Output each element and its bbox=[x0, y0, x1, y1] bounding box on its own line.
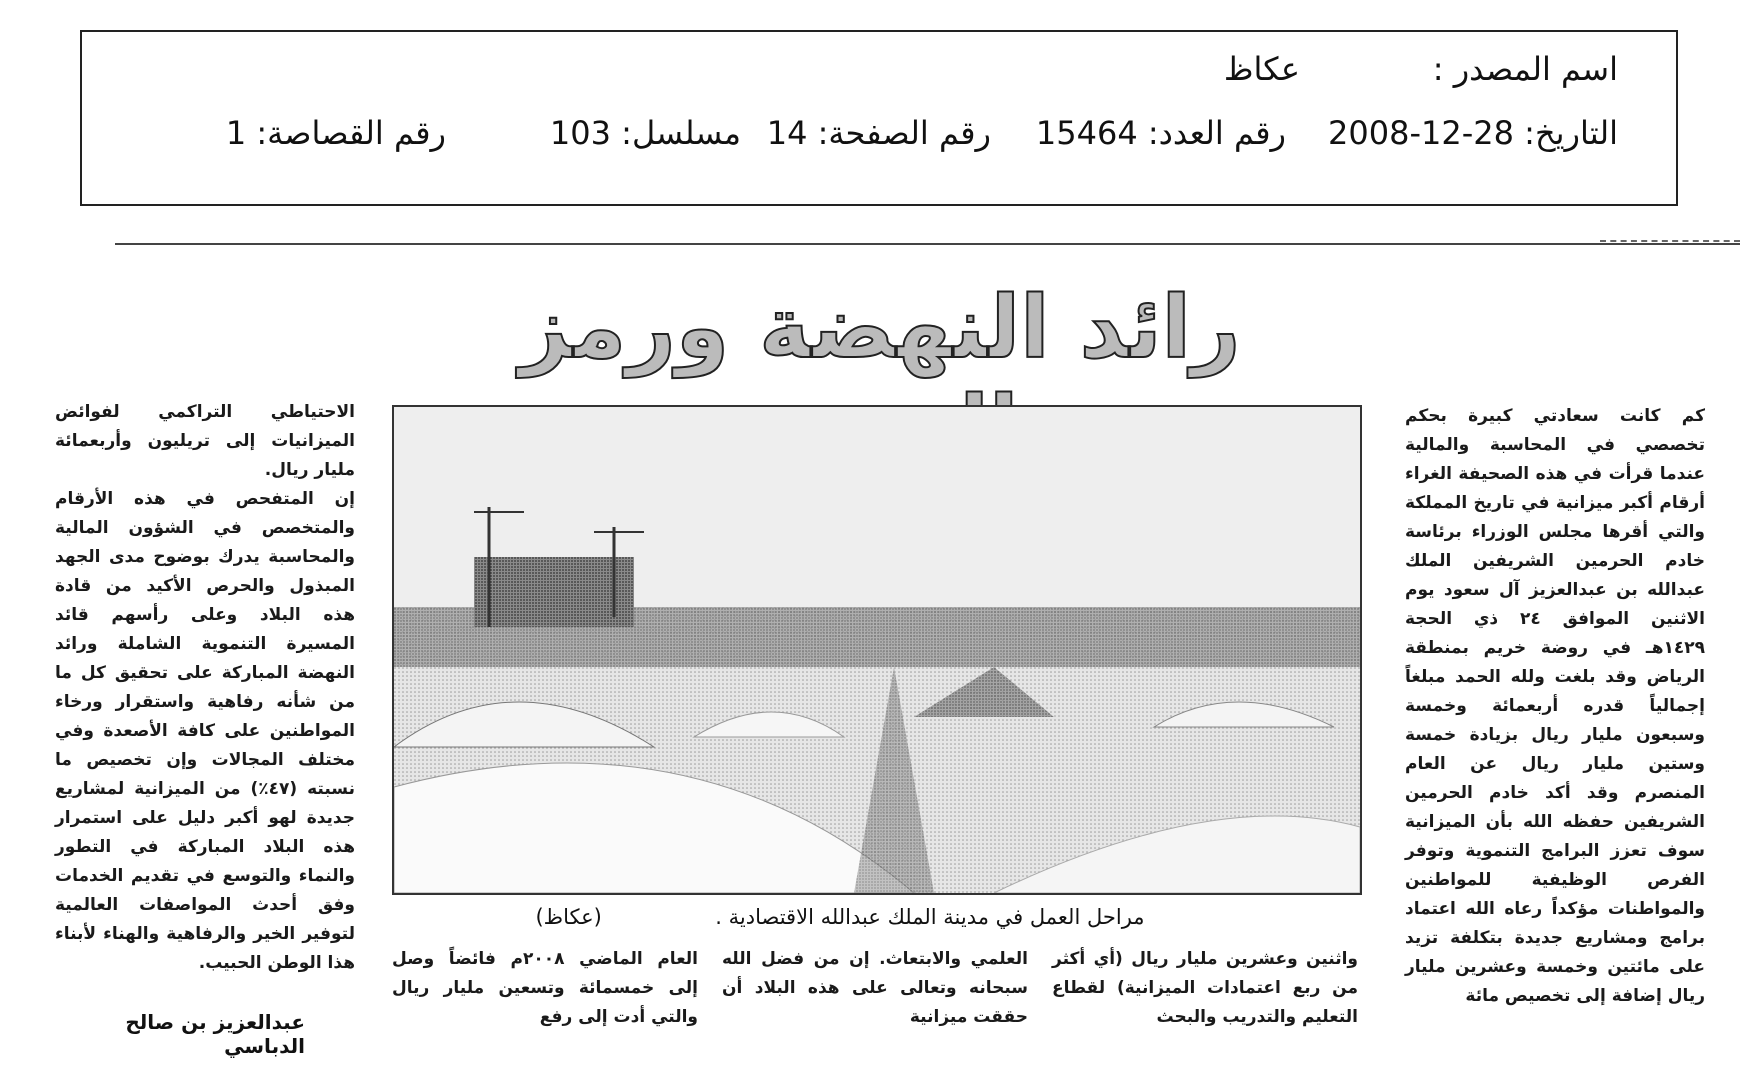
column-text: العام الماضي ٢٠٠٨م فائضاً وصل إلى خمسمائة وتسعين مليار ريال والتي أدت إلى رفع bbox=[392, 949, 698, 1027]
photo-caption bbox=[460, 905, 1220, 929]
article-column-mid-left bbox=[392, 945, 698, 1032]
caption-text: مراحل العمل في مدينة الملك عبدالله الاقتصادية . bbox=[715, 905, 1145, 929]
article-photo bbox=[392, 405, 1362, 895]
source-value: عكاظ bbox=[1223, 50, 1300, 88]
article-column-right bbox=[1405, 402, 1705, 1011]
column-text: الاحتياطي التراكمي لفوائض الميزانيات إلى تريليون وأربعمائة مليار ريال. bbox=[55, 402, 355, 480]
issue-number-field: رقم العدد: 15464 bbox=[1035, 114, 1286, 152]
date-field: التاريخ: 28-12-2008 bbox=[1328, 114, 1618, 152]
divider-rule-dashed bbox=[1600, 240, 1740, 242]
source-metadata-box bbox=[80, 30, 1678, 206]
source-label: اسم المصدر : bbox=[1432, 50, 1618, 88]
serial-field: مسلسل: 103 bbox=[549, 114, 741, 152]
column-text: كم كانت سعادتي كبيرة بحكم تخصصي في المحاسبة والمالية عندما قرأت في هذه الصحيفة الغراء أرقام أكبر ميزانية في تاريخ المملكة والتي أقرها مجلس الوزراء برئاسة خادم الحرمين الشريفين الملك عبدالله بن عبدالعزيز آل سعود يوم الاثنين الموافق ٢٤ ذي الحجة ١٤٢٩هـ في روضة خريم بمنطقة الرياض وقد بلغت ولله الحمد مبلغاً إجمالياً قدره أربعمائة وخمسة وسبعون مليار ريال بزيادة خمسة وستين مليار ريال عن العام المنصرم وقد أكد خادم الحرمين الشريفين حفظه الله بأن الميزانية سوف تعزز البرامج التنموية وتوفر الفرص الوظيفية للمواطنين والمواطنات مؤكداً رعاه الله اعتماد برامج ومشاريع جديدة بتكلفة تزيد على مائتين وخمسة وعشرين مليار ريال إضافة إلى تخصيص مائة bbox=[1405, 406, 1705, 1006]
article-headline: رائد النهضة ورمز bbox=[519, 278, 1241, 378]
photo-credit: (عكاظ) bbox=[535, 905, 602, 929]
column-text: العلمي والابتعاث. إن من فضل الله سبحانه وتعالى على هذه البلاد أن حققت ميزانية bbox=[722, 949, 1028, 1027]
page-number-field: رقم الصفحة: 14 bbox=[766, 114, 991, 152]
article-column-mid bbox=[722, 945, 1028, 1032]
clip-number-field: رقم القصاصة: 1 bbox=[225, 114, 446, 152]
author-byline: عبدالعزيز بن صالح الدباسي bbox=[125, 1010, 305, 1058]
article-column-mid-right bbox=[1052, 945, 1358, 1032]
column-text: إن المتفحص في هذه الأرقام والمتخصص في الشؤون المالية والمحاسبة يدرك بوضوح مدى الجهد المبذول والحرص الأكيد من قادة هذه البلاد وعلى رأسهم قائد المسيرة التنموية الشاملة ورائد النهضة المباركة على تحقيق كل ما من شأنه رفاهية واستقرار ورخاء المواطنين على كافة الأصعدة وفي مختلف المجالات وإن تخصيص ما نسبته (٤٧٪) من الميزانية لمشاريع جديدة لهو أكبر دليل على استمرار هذه البلاد المباركة في التطور والنماء والتوسع في تقديم الخدمات وفق أحدث المواصفات العالمية لتوفير الخير والرفاهية والهناء لأبناء هذا الوطن الحبيب. bbox=[55, 489, 355, 973]
column-text: واثنين وعشرين مليار ريال (أي أكثر من ربع اعتمادات الميزانية) لقطاع التعليم والتدريب والبحث bbox=[1052, 949, 1358, 1027]
divider-rule bbox=[115, 243, 1740, 245]
construction-site-image bbox=[394, 407, 1360, 893]
article-column-left bbox=[55, 398, 355, 978]
